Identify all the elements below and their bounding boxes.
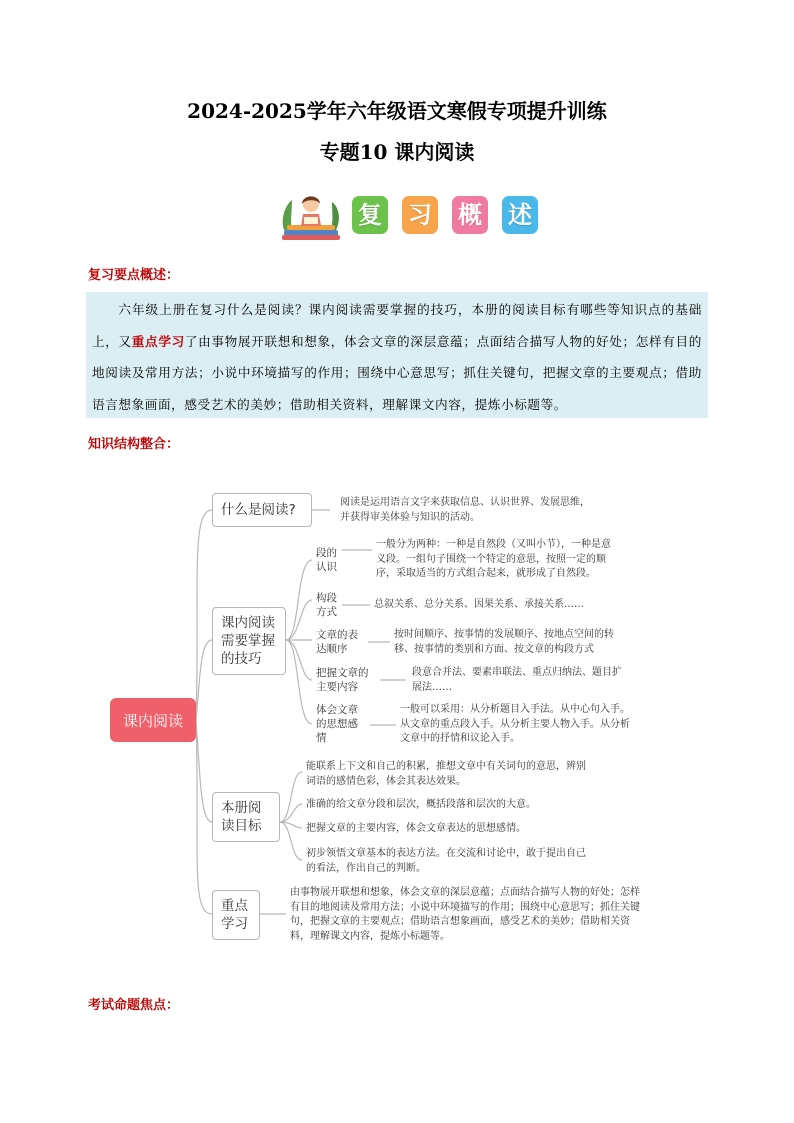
- skill-label-1: 段的认识: [316, 547, 337, 573]
- node-focus-study: 重点学习: [212, 890, 260, 940]
- banner-tile-1: 复: [352, 196, 388, 234]
- banner-tile-2: 习: [402, 196, 438, 234]
- skill-label-2: 构段方式: [316, 592, 337, 618]
- goal-text-3: 把握文章的主要内容，体会文章表达的思想感情。: [306, 823, 526, 834]
- structure-heading: 知识结构整合：: [88, 437, 180, 452]
- skill-label-4: 把握文章的主要内容: [316, 667, 369, 693]
- banner-tile-3: 概: [452, 196, 488, 234]
- mindmap-root: 课内阅读: [110, 698, 196, 742]
- overview-heading: 复习要点概述：: [88, 268, 180, 283]
- node-what-is-reading: 什么是阅读?: [212, 493, 312, 527]
- goal-text-1: 能联系上下文和自己的积累，推想文章中有关词句的意思，辨别词语的感情色彩，体会其表达效果。: [306, 761, 586, 787]
- skill-text-3: 按时间顺序、按事情的发展顺序、按地点空间的转移、按事情的类别和方面、按文章的构段方式: [394, 629, 614, 655]
- node-reading-skills: 课内阅读需要掌握的技巧: [212, 607, 286, 675]
- focus-study-text: 由事物展开联想和想象，体会文章的深层意蕴；点面结合描写人物的好处；怎样有目的地阅读及常用方法；小说中环境描写的作用；围绕中心意思写；抓住关键句，把握文章的主要观点；借助语言想象画面，感受艺术的美妙；借助相关资料，理解课文内容，提炼小标题等。: [290, 887, 640, 942]
- review-summary-box: [86, 292, 708, 418]
- skill-text-2: 总叙关系、总分关系、因果关系、承接关系……: [374, 599, 584, 610]
- review-overview-banner: [278, 190, 543, 242]
- skill-label-5: 体会文章的思想感情: [316, 704, 358, 744]
- banner-tile-4: 述: [502, 196, 538, 234]
- page-subtitle: 专题10 课内阅读: [319, 140, 475, 164]
- exam-focus-heading: 考试命题焦点：: [88, 998, 180, 1013]
- page-title: 2024-2025学年六年级语文寒假专项提升训练: [187, 99, 607, 123]
- skill-text-1: 一般分为两种：一种是自然段（又叫小节），一种是意义段。一组句子围绕一个特定的意思，按照一定的顺序，采取适当的方式组合起来，就形成了自然段。: [376, 539, 611, 579]
- node-reading-goals: 本册阅读目标: [212, 792, 280, 842]
- goal-text-2: 准确的给文章分段和层次，概括段落和层次的大意。: [306, 799, 536, 810]
- reading-girl-icon: [278, 190, 344, 242]
- skill-label-3: 文章的表达顺序: [316, 629, 358, 655]
- skill-text-5: 一般可以采用：从分析题目入手法。从中心句入手。从文章的重点段入手。从分析主要人物入手。从分析文章中的抒情和议论入手。: [400, 704, 630, 744]
- goal-text-4: 初步领悟文章基本的表达方法。在交流和讨论中，敢于提出自己的看法，作出自己的判断。: [306, 848, 586, 874]
- summary-text-part1: 六年级上册在复习什么是阅读？课内阅读需要掌握的技巧，本册的阅读目标有哪些等知识点的基础上，又: [92, 302, 702, 349]
- skill-text-4: 段意合并法、要素串联法、重点归纳法、题目扩展法……: [412, 667, 622, 693]
- summary-highlight: 重点学习: [131, 333, 185, 349]
- what-is-reading-text: 阅读是运用语言文字来获取信息、认识世界、发展思维，并获得审美体验与知识的活动。: [340, 497, 590, 523]
- summary-text-part2: 了由事物展开联想和想象，体会文章的深层意蕴；点面结合描写人物的好处；怎样有目的地阅读及常用方法；小说中环境描写的作用；围绕中心意思写；抓住关键句，把握文章的主要观点；借助语言想象画面，感受艺术的美妙；借助相关资料，理解课文内容，提炼小标题等。: [92, 333, 703, 412]
